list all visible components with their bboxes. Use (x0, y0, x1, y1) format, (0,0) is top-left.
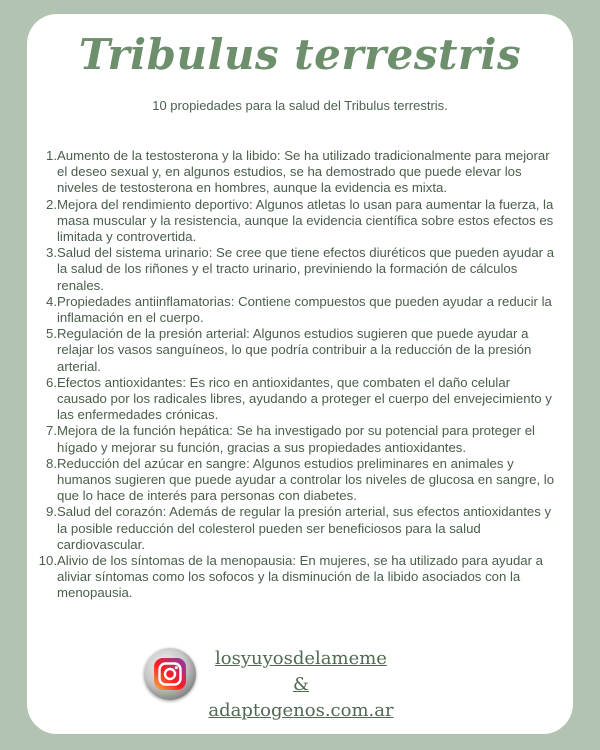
item-text: Propiedades antiinflamatorias: Contiene compuestos que pueden ayudar a reducir la inflamación en el cuerpo. (57, 293, 552, 326)
instagram-glyph (153, 657, 187, 691)
list-item (35, 375, 559, 424)
item-number: 7. (46, 423, 57, 439)
item-number: 8. (46, 455, 57, 471)
list-item (35, 197, 559, 246)
item-text: Alivio de los síntomas de la menopausia: En mujeres, se ha utilizado para ayudar a aliviar síntomas como los sofocos y la disminución de la libido asociados con la menopausia. (57, 553, 544, 601)
item-number: 3. (46, 245, 57, 261)
ampersand-text: & (292, 674, 310, 695)
item-number: 5. (46, 326, 57, 342)
list-item (35, 553, 559, 602)
item-number: 9. (46, 504, 57, 520)
item-number: 4. (46, 293, 57, 309)
item-text: Reducción del azúcar en sangre: Algunos estudios preliminares en animales y humanos sugieren que puede ayudar a controlar los niveles de glucosa en sangre, lo que lo hace de interés para personas con diabetes. (57, 455, 555, 504)
item-text: Mejora del rendimiento deportivo: Algunos atletas lo usan para aumentar la fuerza, la masa muscular y la resistencia, aunque la evidencia científica sobre estos efectos es limitada y controvertida. (57, 196, 554, 245)
item-text: Efectos antioxidantes: Es rico en antioxidantes, que combaten el daño celular causado por los radicales libres, ayudando a proteger el cuerpo del envejecimiento y las enfermedades crónicas. (57, 374, 552, 423)
list-item (35, 245, 559, 294)
list-item (35, 456, 559, 505)
info-card (27, 14, 573, 734)
item-number: 1. (46, 148, 57, 163)
item-number: 6. (46, 374, 57, 390)
website-link[interactable]: adaptogenos.com.ar (208, 700, 394, 721)
page-subtitle: 10 propiedades para la salud del Tribulus terrestris. (152, 98, 448, 113)
list-item (35, 294, 559, 326)
item-number: 2. (46, 196, 57, 212)
list-item (35, 148, 559, 197)
instagram-handle-link[interactable]: losyuyosdelameme (215, 648, 387, 669)
list-item (35, 423, 559, 455)
item-number: 10. (38, 553, 57, 569)
item-text: Salud del sistema urinario: Se cree que tiene efectos diuréticos que pueden ayudar a la salud de los riñones y el tracto urinario, previniendo la formación de cálculos renales. (57, 245, 555, 293)
item-text: Regulación de la presión arterial: Algunos estudios sugieren que puede ayudar a relajar los vasos sanguíneos, lo que podría contribuir a la reducción de la presión arterial. (57, 326, 532, 374)
item-text: Salud del corazón: Además de regular la presión arterial, sus efectos antioxidantes y la posible reducción del colesterol pueden ser beneficiosos para la salud cardiovascular. (57, 504, 552, 552)
instagram-icon[interactable] (144, 648, 196, 700)
properties-list (35, 148, 559, 602)
list-item (35, 504, 559, 553)
list-item (35, 326, 559, 375)
item-text: Aumento de la testosterona y la libido: Se ha utilizado tradicionalmente para mejorar el deseo sexual y, en algunos estudios, se ha demostrado que puede elevar los niveles de testosterona en hombres, aunque la evidencia es mixta. (57, 148, 550, 196)
item-text: Mejora de la función hepática: Se ha investigado por su potencial para proteger el hígado y mejorar su función, gracias a sus propiedades antioxidantes. (57, 423, 535, 455)
page-title: Tribulus terrestris (78, 30, 522, 79)
